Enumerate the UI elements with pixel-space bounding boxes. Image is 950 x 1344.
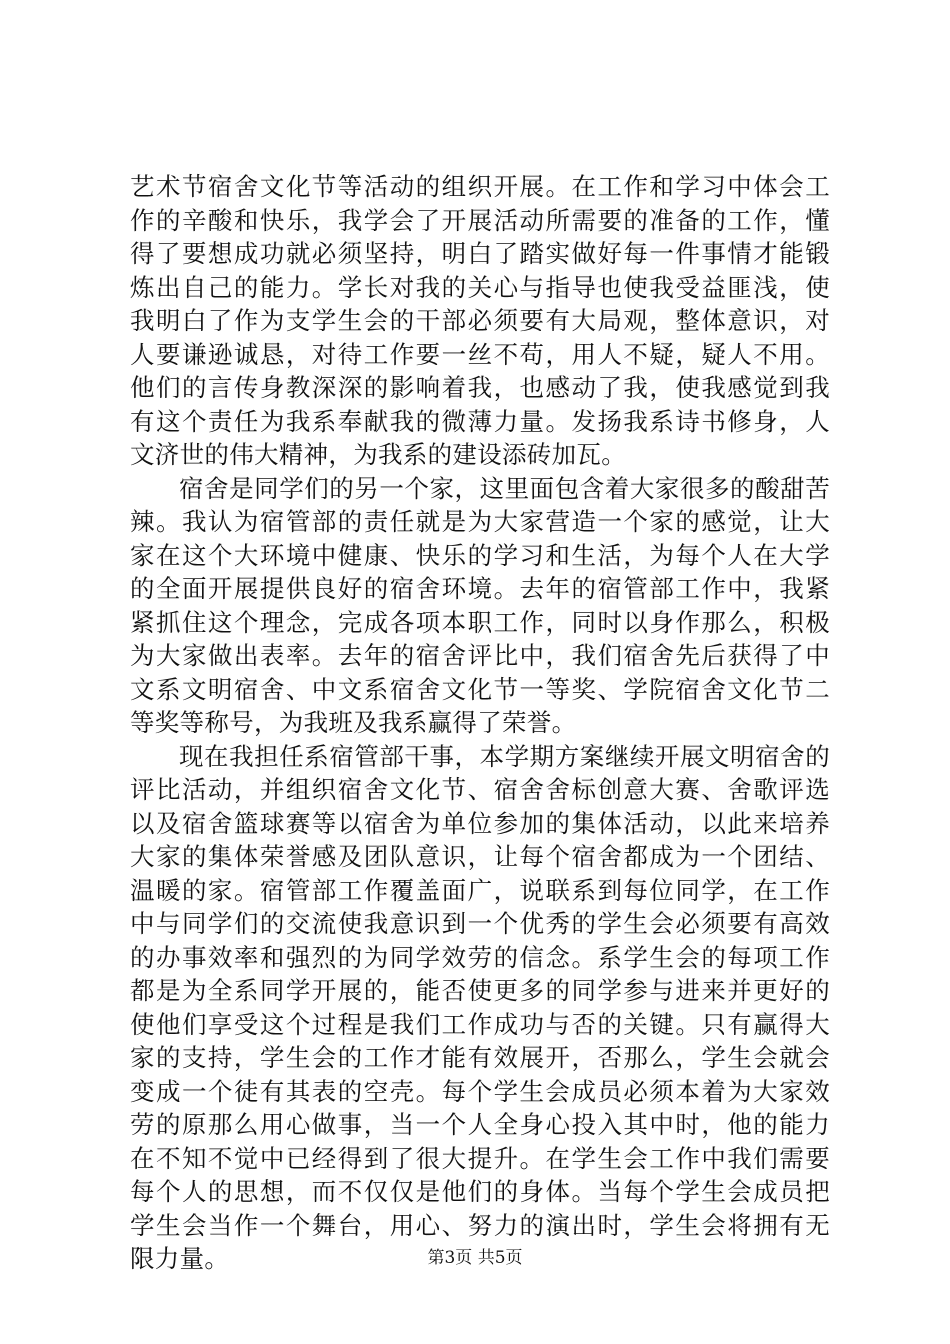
text-line: 都是为全系同学开展的，能否使更多的同学参与进来并更好的: [130, 976, 830, 1005]
text-line: 辣。我认为宿管部的责任就是为大家营造一个家的感觉，让大: [130, 507, 830, 536]
text-line: 家的支持，学生会的工作才能有效展开，否那么，学生会就会: [130, 1043, 830, 1072]
page-footer: 第3页 共5页: [427, 1248, 523, 1268]
text-line: 中与同学们的交流使我意识到一个优秀的学生会必须要有高效: [130, 909, 830, 938]
text-line: 炼出自己的能力。学长对我的关心与指导也使我受益匪浅，使: [130, 272, 830, 302]
text-line: 为大家做出表率。去年的宿舍评比中，我们宿舍先后获得了中: [130, 641, 830, 670]
document-body: [130, 170, 830, 1276]
text-line: 紧抓住这个理念，完成各项本职工作，同时以身作那么，积极: [130, 607, 830, 637]
paragraph-1: [130, 170, 830, 472]
text-line: 宿舍是同学们的另一个家，这里面包含着大家很多的酸甜苦: [179, 473, 830, 503]
paragraph-2: [130, 472, 830, 740]
text-line: 劳的原那么用心做事，当一个人全身心投入其中时，他的能力: [130, 1110, 830, 1139]
text-line: 人要谦逊诚恳，对待工作要一丝不苟，用人不疑，疑人不用。: [130, 339, 830, 369]
text-line: 每个人的思想，而不仅仅是他们的身体。当每个学生会成员把: [130, 1177, 830, 1206]
text-line: 现在我担任系宿管部干事，本学期方案继续开展文明宿舍的: [179, 741, 830, 771]
text-line: 学生会当作一个舞台，用心、努力的演出时，学生会将拥有无: [130, 1210, 830, 1240]
text-line: 有这个责任为我系奉献我的微薄力量。发扬我系诗书修身，人: [130, 406, 830, 436]
text-line: 艺术节宿舍文化节等活动的组织开展。在工作和学习中体会工: [130, 172, 830, 201]
text-line: 家在这个大环境中健康、快乐的学习和生活，为每个人在大学: [130, 540, 830, 570]
text-line: 的全面开展提供良好的宿舍环境。去年的宿管部工作中，我紧: [130, 574, 830, 603]
text-line: 他们的言传身教深深的影响着我，也感动了我，使我感觉到我: [130, 373, 830, 402]
text-line: 使他们享受这个过程是我们工作成功与否的关键。只有赢得大: [130, 1009, 830, 1039]
text-line: 我明白了作为支学生会的干部必须要有大局观，整体意识，对: [130, 306, 830, 335]
text-line: 文系文明宿舍、中文系宿舍文化节一等奖、学院宿舍文化节二: [130, 674, 830, 704]
text-line: 大家的集体荣誉感及团队意识，让每个宿舍都成为一个团结、: [130, 842, 830, 871]
text-line: 评比活动，并组织宿舍文化节、宿舍舍标创意大赛、舍歌评选: [130, 775, 830, 804]
text-line: 变成一个徒有其表的空壳。每个学生会成员必须本着为大家效: [130, 1076, 830, 1106]
text-line: 温暖的家。宿管部工作覆盖面广，说联系到每位同学，在工作: [130, 875, 830, 905]
text-line: 以及宿舍篮球赛等以宿舍为单位参加的集体活动，以此来培养: [130, 808, 830, 838]
text-line: 作的辛酸和快乐，我学会了开展活动所需要的准备的工作，懂: [130, 205, 830, 235]
text-line: 限力量。: [130, 1244, 230, 1273]
text-line: 文济世的伟大精神，为我系的建设添砖加瓦。: [130, 440, 626, 469]
text-line: 的办事效率和强烈的为同学效劳的信念。系学生会的每项工作: [130, 942, 830, 972]
text-line: 得了要想成功就必须坚持，明白了踏实做好每一件事情才能锻: [130, 239, 830, 268]
paragraph-3: [130, 740, 830, 1276]
text-line: 等奖等称号，为我班及我系赢得了荣誉。: [130, 708, 577, 737]
text-line: 在不知不觉中已经得到了很大提升。在学生会工作中我们需要: [130, 1143, 830, 1173]
